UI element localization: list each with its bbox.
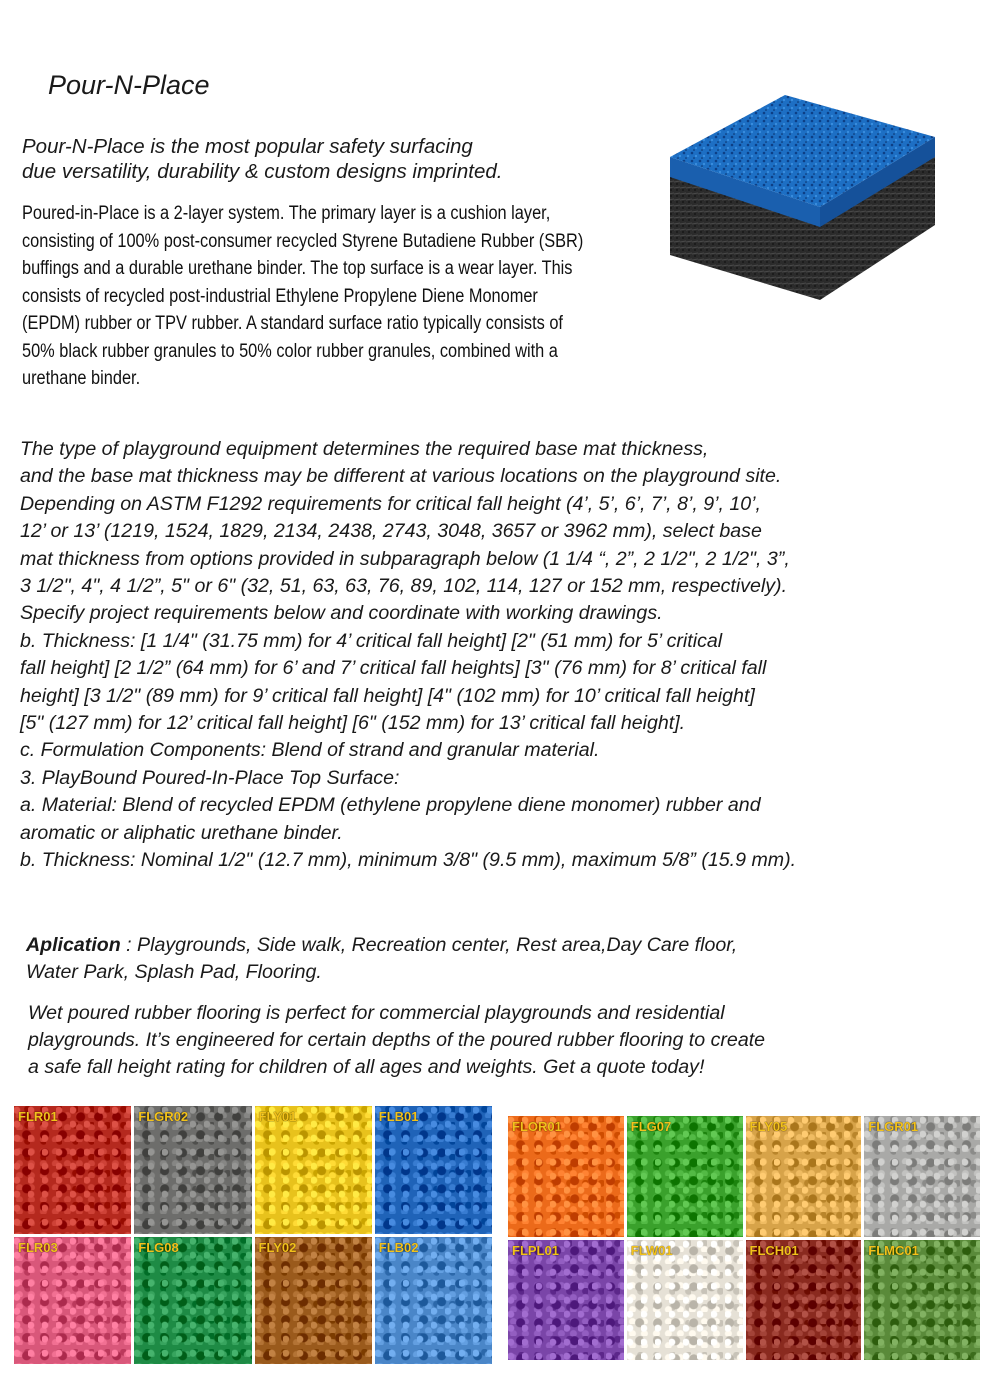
spec-line: height] [3 1/2" (89 mm) for 9’ critical fall height] [4" (102 mm) for 10’ critical fall height] [20,684,755,707]
wet-line: a safe fall height rating for children of all ages and weights. Get a quote today! [28,1056,705,1078]
spec-line: 3. PlayBound Poured-In-Place Top Surface: [20,766,400,789]
spec-line: c. Formulation Components: Blend of strand and granular material. [20,739,600,762]
spec-line: a. Material: Blend of recycled EPDM (ethylene propylene diene monomer) rubber and [20,794,761,817]
color-swatch-grid-right [508,1116,980,1360]
spec-line: 12’ or 13’ (1219, 1524, 1829, 2134, 2438, 2743, 3048, 3657 or 3962 mm), select base [20,520,762,543]
spec-line: and the base mat thickness may be different at various locations on the playground site. [20,465,782,488]
layer-line: buffings and a durable urethane binder. The top surface is a wear layer. This [22,258,573,279]
color-swatch-grid-left [14,1106,492,1364]
application-list: : Playgrounds, Side walk, Recreation center, Rest area,Day Care floor, [120,934,738,956]
spec-line: b. Thickness: Nominal 1/2" (12.7 mm), minimum 3/8" (9.5 mm), maximum 5/8” (15.9 mm). [20,849,797,872]
application-line-1 [26,932,976,959]
swatch-code: FLMC01 [868,1242,919,1258]
layer-line: urethane binder. [22,368,141,389]
wet-line: playgrounds. It’s engineered for certain depths of the poured rubber flooring to create [28,1029,766,1051]
application-label: Aplication [26,934,121,956]
swatch-code: FLB01 [378,1109,419,1124]
application-paragraph [26,932,976,986]
spec-line: The type of playground equipment determines the required base mat thickness, [20,438,709,460]
intro-paragraph [22,134,642,184]
layer-line: 50% black rubber granules to 50% color rubber granules, combined with a [22,340,558,362]
swatch-code: FLG07 [630,1119,672,1134]
layer-description [22,200,584,393]
spec-line: aromatic or aliphatic urethane binder. [20,821,343,844]
intro-line: Pour-N-Place is the most popular safety surfacing [22,135,473,158]
swatch-code: FLY05 [749,1119,788,1134]
color-swatch [508,1116,624,1237]
wet-line: Wet poured rubber flooring is perfect for commercial playgrounds and residential [28,1002,725,1024]
swatch-code: FLW01 [630,1242,673,1258]
layer-line: consists of recycled post-industrial Ethylene Propylene Diene Monomer [22,285,538,307]
layer-line: Poured-in-Place is a 2-layer system. The primary layer is a cushion layer, [22,203,551,224]
layer-line: (EPDM) rubber or TPV rubber. A standard surface ratio typically consists of [22,313,563,334]
spec-line: Depending on ASTM F1292 requirements for critical fall height (4’, 5’, 6’, 7’, 8’, 9’, 10’, [20,492,761,515]
intro-line: due versatility, durability & custom designs imprinted. [22,160,503,183]
swatch-code: FLPL01 [512,1242,559,1258]
swatch-code: FLY01 [258,1109,297,1124]
color-swatch [864,1240,980,1361]
color-swatch [375,1106,492,1234]
spec-line: b. Thickness: [1 1/4" (31.75 mm) for 4’ critical fall height] [2" (51 mm) for 5’ critical [20,629,723,652]
wet-poured-paragraph [28,1000,978,1081]
swatch-code: FLGR01 [868,1119,919,1134]
spec-line: fall height] [2 1/2” (64 mm) for 6’ and 7’ critical fall heights] [3" (76 mm) for 8’ critical fall [20,657,767,680]
swatch-code: FLCH01 [749,1242,799,1258]
color-swatch [255,1106,372,1234]
spec-line: Specify project requirements below and coordinate with working drawings. [20,602,663,625]
application-line-2: Water Park, Splash Pad, Flooring. [26,961,322,983]
swatch-code: FLY02 [258,1239,297,1255]
color-swatch [375,1237,492,1365]
swatch-code: FLGR02 [138,1109,189,1124]
color-swatch [14,1106,131,1234]
color-swatch [134,1106,251,1234]
color-swatch [864,1116,980,1237]
color-swatch [508,1240,624,1361]
color-swatch [746,1240,862,1361]
color-swatch [134,1237,251,1365]
layer-line: consisting of 100% post-consumer recycled Styrene Butadiene Rubber (SBR) [22,230,584,252]
swatch-code: FLR01 [18,1109,58,1124]
rubber-sample-image [650,95,940,310]
swatch-code: FLR03 [18,1239,58,1255]
swatch-code: FLOR01 [512,1119,562,1134]
color-swatch [746,1116,862,1237]
swatch-code: FLG08 [138,1239,179,1255]
page-title: Pour-N-Place [48,70,210,100]
color-swatch [627,1116,743,1237]
color-swatch [14,1237,131,1365]
spec-line: 3 1/2", 4", 4 1/2”, 5" or 6" (32, 51, 63, 63, 76, 89, 102, 114, 127 or 152 mm, respectively). [20,575,788,598]
spec-line: [5" (127 mm) for 12’ critical fall height] [6" (152 mm) for 13’ critical fall height]. [20,712,686,735]
swatch-code: FLB02 [378,1239,419,1255]
specification-text [20,436,985,875]
spec-line: mat thickness from options provided in subparagraph below (1 1/4 “, 2”, 2 1/2", 2 1/2", 3”, [20,547,790,570]
color-swatch [627,1240,743,1361]
color-swatch [255,1237,372,1365]
